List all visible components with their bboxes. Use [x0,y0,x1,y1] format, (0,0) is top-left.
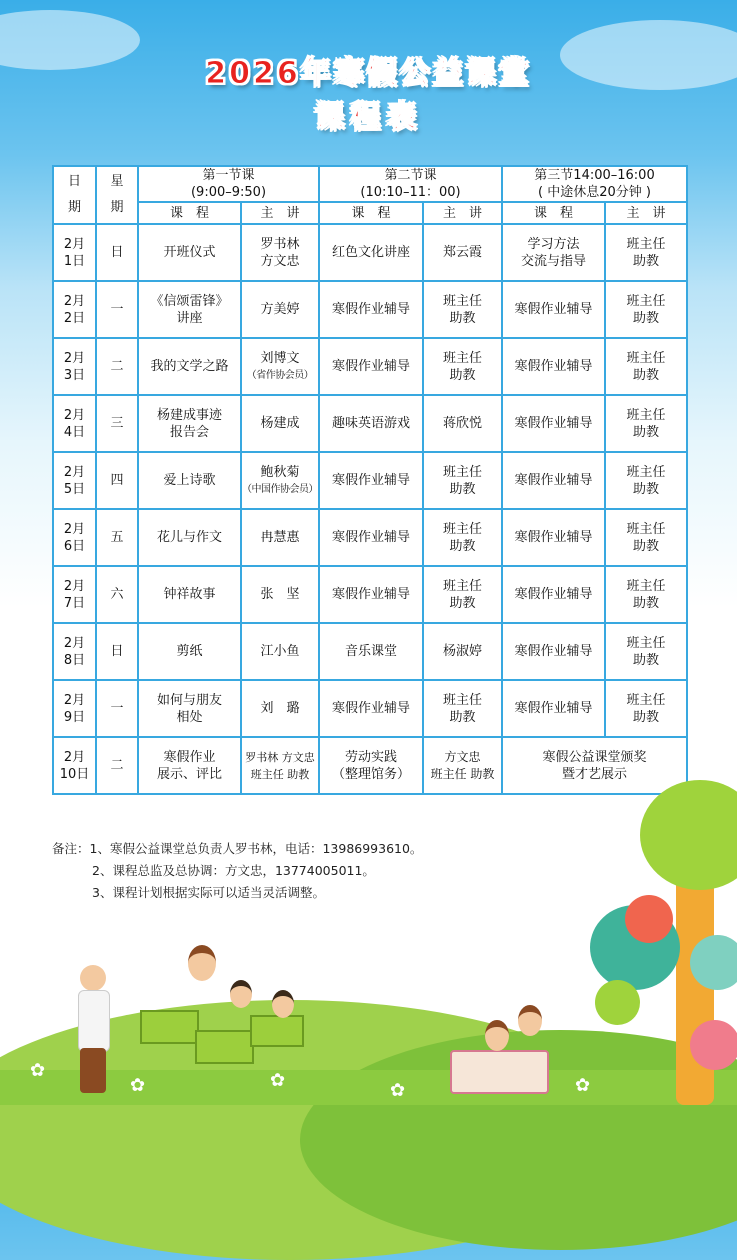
course-cell: 寒假作业辅导 [502,566,605,623]
course-cell: 我的文学之路 [138,338,241,395]
notes [52,838,422,904]
period3-header: 第三节14:00–16:00 ( 中途休息20分钟 ) [502,166,687,202]
student-illustration [485,1020,509,1051]
course-cell: 剪纸 [138,623,241,680]
course-cell: 寒假作业辅导 [319,566,423,623]
teacher-cell: 冉慧惠 [241,509,319,566]
course-cell: 杨建成事迹 报告会 [138,395,241,452]
course-cell: 寒假作业辅导 [502,281,605,338]
weekday-cell: 六 [96,566,138,623]
teacher-cell: 方美婷 [241,281,319,338]
schedule-row [53,281,687,338]
date-cell: 2月 6日 [53,509,96,566]
weekday-cell: 三 [96,395,138,452]
course-cell: 开班仪式 [138,224,241,281]
course-cell: 趣味英语游戏 [319,395,423,452]
period2-header: 第二节课 (10:10–11：00) [319,166,502,202]
schedule-row [53,338,687,395]
teacher-cell: 蒋欣悦 [423,395,502,452]
poster-subtitle: 课程表 [314,100,423,135]
teacher-illustration [80,965,106,991]
tree-illustration [595,980,640,1025]
date-cell: 2月 2日 [53,281,96,338]
flower-icon: ✿ [575,1075,591,1096]
tree-illustration [640,780,737,890]
course-col-header: 课 程 [319,202,423,224]
weekday-cell: 一 [96,281,138,338]
teacher-cell: 班主任 助教 [605,224,687,281]
teacher-cell: 张 坚 [241,566,319,623]
teacher-cell: 郑云霞 [423,224,502,281]
course-cell: 花儿与作文 [138,509,241,566]
course-cell: 寒假作业辅导 [319,509,423,566]
course-cell: 寒假作业辅导 [502,623,605,680]
date-cell: 2月 8日 [53,623,96,680]
course-cell: 寒假作业辅导 [502,338,605,395]
date-cell: 2月 3日 [53,338,96,395]
teacher-cell: 班主任 助教 [605,509,687,566]
teacher-cell: 江小鱼 [241,623,319,680]
course-cell: 寒假作业辅导 [319,281,423,338]
teacher-cell: 班主任 助教 [423,509,502,566]
date-header: 日 期 [53,166,96,224]
note-1: 备注：1、寒假公益课堂总负责人罗书林，电话：13986993610。 [52,841,423,856]
grass-illustration [0,1070,737,1105]
course-col-header: 课 程 [502,202,605,224]
teacher-cell: 班主任 助教 [423,680,502,737]
student-illustration [272,990,294,1018]
teacher-cell: 班主任 助教 [605,338,687,395]
note-2: 2、课程总监及总协调：方文忠，13774005011。 [92,863,375,878]
schedule-row [53,623,687,680]
teacher-cell: 鲍秋菊 （中国作协会员） [241,452,319,509]
weekday-cell: 日 [96,224,138,281]
teacher-cell: 方文忠 班主任 助教 [423,737,502,794]
teacher-illustration [80,1048,106,1093]
tree-illustration [690,1020,737,1070]
teacher-cell: 刘博文 （省作协会员） [241,338,319,395]
weekday-header: 星 期 [96,166,138,224]
teacher-cell: 杨淑婷 [423,623,502,680]
teacher-col-header: 主 讲 [241,202,319,224]
desk-illustration [195,1030,254,1064]
note-3: 3、课程计划根据实际可以适当灵活调整。 [92,885,325,900]
teacher-cell: 罗书林 方文忠 班主任 助教 [241,737,319,794]
schedule-table [52,165,688,795]
course-cell: 爱上诗歌 [138,452,241,509]
date-cell: 2月 10日 [53,737,96,794]
course-cell: 寒假作业辅导 [319,452,423,509]
flower-icon: ✿ [30,1060,46,1081]
schedule-row [53,395,687,452]
weekday-cell: 二 [96,338,138,395]
flower-icon: ✿ [130,1075,146,1096]
teacher-cell: 班主任 助教 [605,395,687,452]
course-cell: 学习方法 交流与指导 [502,224,605,281]
date-cell: 2月 1日 [53,224,96,281]
teacher-note: （省作协会员） [246,369,314,381]
course-col-header: 课 程 [138,202,241,224]
teacher-cell: 班主任 助教 [605,281,687,338]
flower-icon: ✿ [270,1070,286,1091]
course-cell: 《信颂雷锋》 讲座 [138,281,241,338]
course-cell: 寒假公益课堂颁奖 暨才艺展示 [502,737,687,794]
teacher-cell: 班主任 助教 [423,566,502,623]
course-cell: 寒假作业辅导 [502,395,605,452]
desk-illustration [250,1015,304,1047]
weekday-cell: 二 [96,737,138,794]
teacher-cell: 刘 璐 [241,680,319,737]
teacher-cell: 班主任 助教 [605,566,687,623]
date-cell: 2月 5日 [53,452,96,509]
date-cell: 2月 9日 [53,680,96,737]
date-cell: 2月 7日 [53,566,96,623]
teacher-cell: 班主任 助教 [423,452,502,509]
teacher-cell: 罗书林 方文忠 [241,224,319,281]
course-cell: 红色文化讲座 [319,224,423,281]
course-cell: 寒假作业辅导 [502,452,605,509]
poster-title: 2026年寒假公益课堂 [205,56,532,91]
weekday-cell: 日 [96,623,138,680]
weekday-cell: 一 [96,680,138,737]
teacher-note: （中国作协会员） [242,483,318,495]
teacher-illustration [78,990,110,1052]
period1-header: 第一节课 (9:00–9:50) [138,166,319,202]
teacher-cell: 班主任 助教 [605,623,687,680]
book-illustration [450,1050,549,1094]
tree-illustration [690,935,737,990]
date-cell: 2月 4日 [53,395,96,452]
schedule-row [53,680,687,737]
course-cell: 钟祥故事 [138,566,241,623]
schedule-row [53,509,687,566]
course-cell: 寒假作业 展示、评比 [138,737,241,794]
teacher-cell: 班主任 助教 [605,452,687,509]
teacher-cell: 班主任 助教 [605,680,687,737]
course-cell: 劳动实践 （整理馆务） [319,737,423,794]
course-cell: 寒假作业辅导 [502,680,605,737]
schedule-row [53,566,687,623]
student-illustration [518,1005,542,1036]
weekday-cell: 四 [96,452,138,509]
schedule-row [53,224,687,281]
course-cell: 寒假作业辅导 [319,680,423,737]
student-illustration [230,980,252,1008]
teacher-col-header: 主 讲 [605,202,687,224]
schedule-row [53,452,687,509]
teacher-cell: 班主任 助教 [423,281,502,338]
tree-illustration [625,895,673,943]
schedule-row [53,737,687,794]
teacher-cell: 杨建成 [241,395,319,452]
course-cell: 寒假作业辅导 [319,338,423,395]
student-illustration [188,945,216,981]
desk-illustration [140,1010,199,1044]
course-cell: 如何与朋友 相处 [138,680,241,737]
weekday-cell: 五 [96,509,138,566]
course-cell: 音乐课堂 [319,623,423,680]
teacher-cell: 班主任 助教 [423,338,502,395]
course-cell: 寒假作业辅导 [502,509,605,566]
teacher-col-header: 主 讲 [423,202,502,224]
flower-icon: ✿ [390,1080,406,1101]
